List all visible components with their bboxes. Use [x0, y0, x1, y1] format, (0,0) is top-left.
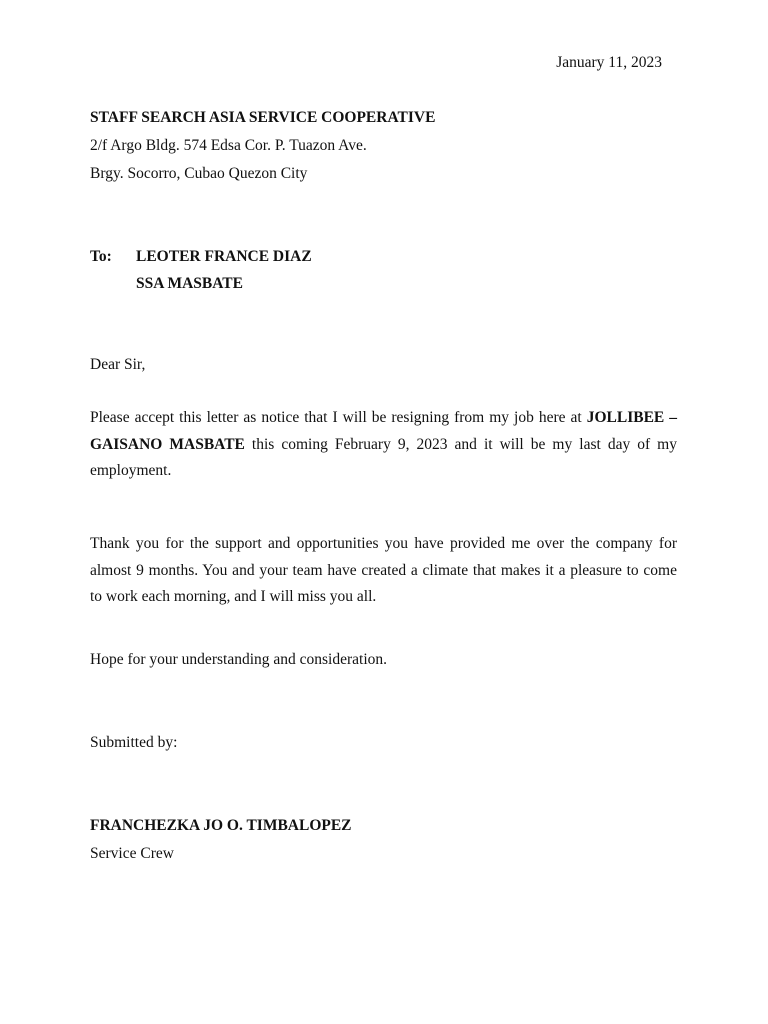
sender-address-line2: Brgy. Socorro, Cubao Quezon City	[90, 165, 308, 182]
submitted-by-label: Submitted by:	[90, 734, 178, 751]
thank-you-paragraph: Thank you for the support and opportunities you have provided me over the company for almost 9 months. You and your team have created a climate that makes it a pleasure to come to work each morning, and I will miss you all.	[90, 535, 677, 605]
closing-line: Hope for your understanding and consideration.	[90, 651, 388, 668]
letter-date: January 11, 2023	[556, 54, 662, 71]
paragraph1-text-before: Please accept this letter as notice that I will be resigning from my job here at	[90, 409, 587, 426]
signer-name: FRANCHEZKA JO O. TIMBALOPEZ	[90, 817, 352, 834]
paragraph1-text-after: this coming February 9, 2023 and it will be my last day of my employment.	[90, 435, 677, 479]
resignation-paragraph	[90, 405, 677, 485]
recipient-name: LEOTER FRANCE DIAZ	[136, 248, 312, 265]
to-label: To:	[90, 248, 112, 265]
sender-address-line1: 2/f Argo Bldg. 574 Edsa Cor. P. Tuazon Ave.	[90, 137, 367, 154]
recipient-organization: SSA MASBATE	[136, 275, 243, 292]
sender-name: STAFF SEARCH ASIA SERVICE COOPERATIVE	[90, 109, 436, 126]
employer-name: JOLLIBEE – GAISANO MASBATE	[90, 409, 678, 453]
signer-title: Service Crew	[90, 845, 174, 862]
salutation: Dear Sir,	[90, 356, 146, 373]
